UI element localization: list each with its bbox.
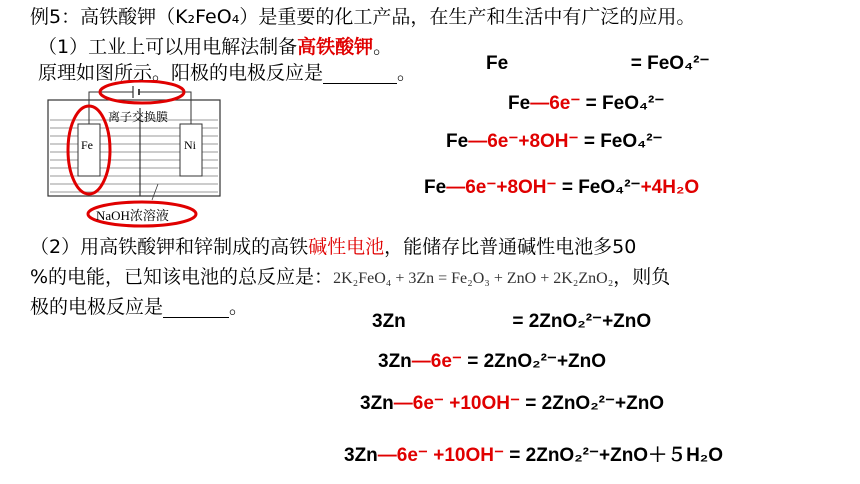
- fe-step-3-lhs: Fe: [446, 131, 469, 152]
- zn-step-2-lhs: 3Zn: [378, 351, 412, 372]
- zn-step-1-rhs: = 2ZnO₂²⁻+ZnO: [512, 311, 652, 332]
- fe-step-1-rhs: = FeO₄²⁻: [630, 53, 710, 74]
- q1-line2-suffix: 。: [373, 36, 393, 58]
- q2-line3-prefix: 极的电极反应是: [30, 296, 164, 318]
- q2-line1: [30, 236, 636, 258]
- fe-step-1: [486, 52, 710, 75]
- q1-answer-blank: [323, 65, 397, 84]
- q1-line1: 例5：高铁酸钾（K₂FeO₄）是重要的化工产品，在生产和生活中有广泛的应用。: [30, 6, 696, 28]
- solution-label: NaOH浓溶液: [96, 208, 169, 223]
- fe-step-3-rhs: = FeO₄²⁻: [583, 131, 663, 152]
- q2-line2-suffix: ，则负: [613, 266, 671, 288]
- q1-highlight-potassium-ferrate: 高铁酸钾: [297, 36, 374, 58]
- zn-step-4-rhs: = 2ZnO₂²⁻+ZnO＋５H₂O: [509, 445, 724, 466]
- fe-step-3: [446, 130, 663, 153]
- fe-step-4-rhs-red: +4H₂O: [640, 177, 700, 198]
- zn-step-1: [372, 310, 651, 333]
- zn-step-3-lhs: 3Zn: [360, 393, 394, 414]
- q2-answer-blank: [163, 299, 229, 318]
- zn-step-1-lhs: 3Zn: [372, 311, 406, 332]
- zn-step-2: [378, 350, 606, 373]
- q2-line2: [30, 266, 670, 290]
- q2-highlight-alkaline-battery: 碱性电池: [308, 236, 385, 258]
- zn-step-3: [360, 392, 664, 415]
- q2-line2-prefix: %的电能，已知该电池的总反应是：: [30, 266, 334, 288]
- zn-step-4-lhs-red: —6e⁻ +10OH⁻: [377, 445, 504, 466]
- zn-step-4-lhs: 3Zn: [344, 445, 378, 466]
- fe-step-4-lhs-red: —6e⁻+8OH⁻: [446, 177, 557, 198]
- electrolysis-diagram: [40, 80, 240, 228]
- zn-step-2-rhs: = 2ZnO₂²⁻+ZnO: [467, 351, 607, 372]
- q1-line3-prefix: 原理如图所示。阳极的电极反应是: [38, 62, 324, 84]
- ni-label: Ni: [184, 138, 196, 152]
- fe-step-2-rhs: = FeO₄²⁻: [585, 93, 665, 114]
- fe-step-4-lhs: Fe: [424, 177, 447, 198]
- membrane-label: 离子交换膜: [108, 110, 169, 124]
- fe-step-1-lhs: Fe: [486, 53, 509, 74]
- zn-step-3-lhs-red: —6e⁻ +10OH⁻: [393, 393, 520, 414]
- fe-label: Fe: [81, 138, 93, 152]
- fe-step-4-rhs: = FeO₄²⁻: [561, 177, 641, 198]
- fe-step-2-lhs-red: —6e⁻: [530, 93, 581, 114]
- q1-line2: [38, 36, 392, 58]
- q2-line3-suffix: 。: [229, 296, 249, 318]
- q1-line2-prefix: （1）工业上可以用电解法制备: [38, 36, 298, 58]
- q2-line1-prefix: （2）用高铁酸钾和锌制成的高铁: [30, 236, 309, 258]
- zn-step-2-lhs-red: —6e⁻: [411, 351, 462, 372]
- q1-line3-suffix: 。: [397, 62, 417, 84]
- fe-step-2: [508, 92, 664, 115]
- zn-step-4: [344, 440, 723, 467]
- zn-step-3-rhs: = 2ZnO₂²⁻+ZnO: [525, 393, 665, 414]
- q2-line1-suffix: ，能储存比普通碱性电池多50: [384, 236, 637, 258]
- fe-step-4: [424, 176, 699, 199]
- fe-step-2-lhs: Fe: [508, 93, 531, 114]
- q2-line3: [30, 296, 248, 318]
- q2-total-reaction: 2K₂FeO₄ + 3Zn = Fe₂O₃ + ZnO + 2K₂ZnO₂: [333, 270, 614, 287]
- fe-step-3-lhs-red: —6e⁻+8OH⁻: [468, 131, 579, 152]
